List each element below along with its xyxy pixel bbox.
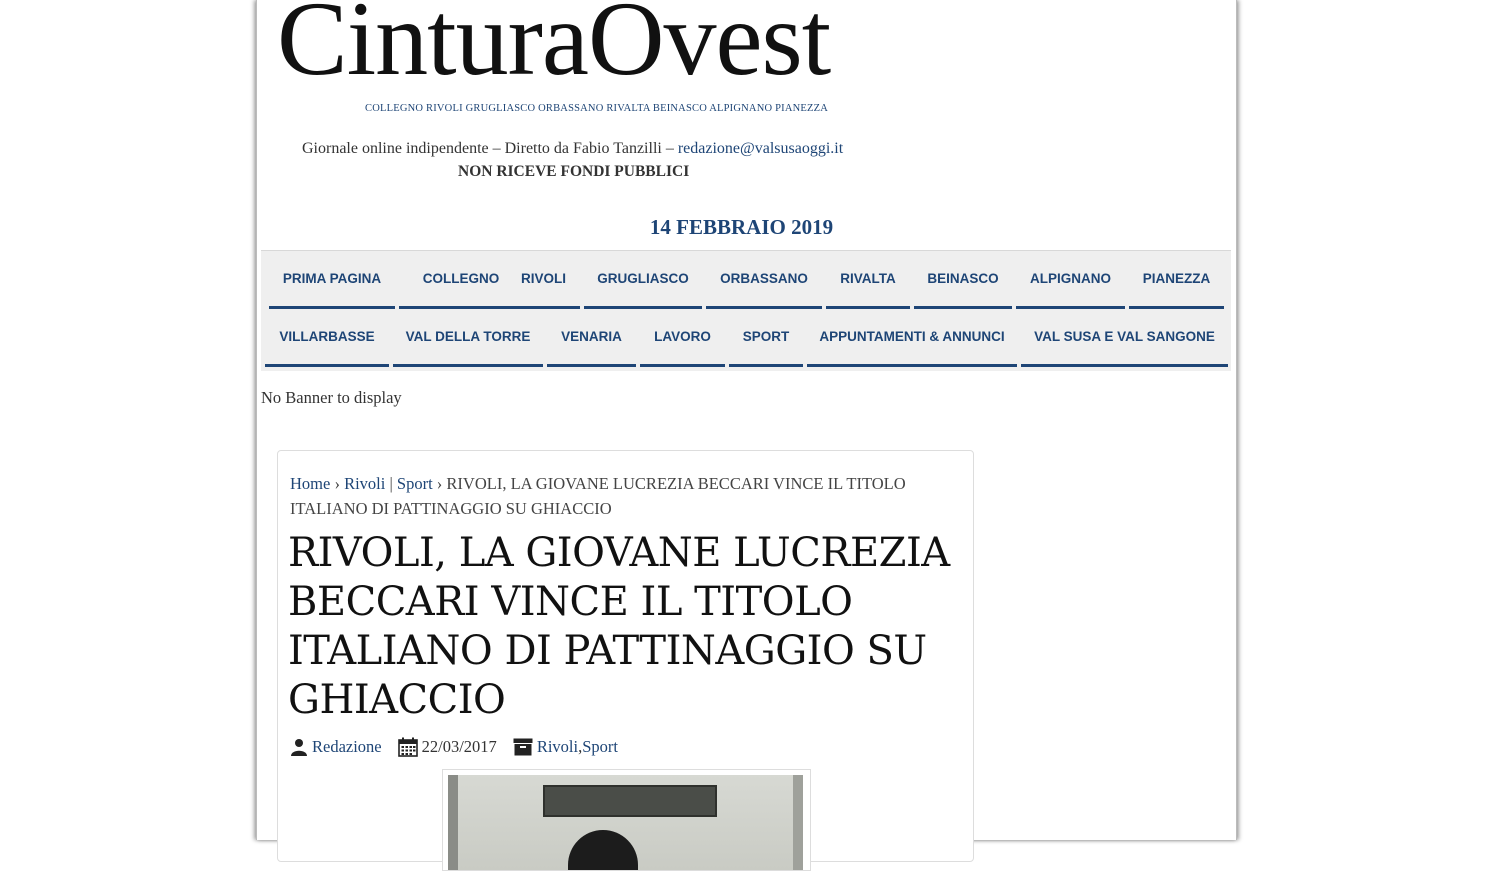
breadcrumb [290, 471, 950, 521]
photo-background-pillar [448, 775, 458, 870]
breadcrumb-rivoli-link[interactable]: Rivoli [344, 474, 386, 493]
current-date: 14 FEBBRAIO 2019 [649, 215, 834, 239]
nav-item-rivalta[interactable]: RIVALTA [826, 251, 910, 309]
category-rivoli-link[interactable]: Rivoli [536, 737, 579, 756]
category-sport-link[interactable]: Sport [582, 737, 618, 756]
category-separator: , [578, 737, 583, 756]
publish-date: 22/03/2017 [421, 737, 497, 756]
meta-date [398, 737, 497, 757]
photo-background-pillar [793, 775, 803, 870]
nav-item-lavoro[interactable]: LAVORO [640, 309, 725, 367]
page-container [256, 0, 1237, 840]
nav-item-val-della-torre[interactable]: VAL DELLA TORRE [393, 309, 543, 367]
meta-categories [513, 737, 618, 757]
article-title: RIVOLI, LA GIOVANE LUCREZIA BECCARI VINCE IL TITOLO ITALIANO DI PATTINAGGIO SU GHIACCIO [288, 530, 950, 723]
article-photo[interactable] [448, 775, 803, 870]
tagline [302, 140, 843, 158]
article-card [277, 450, 974, 862]
archive-icon [513, 738, 533, 756]
nav-item-alpignano[interactable]: ALPIGNANO [1016, 251, 1125, 309]
nav-item-prima-pagina[interactable]: PRIMA PAGINA [269, 251, 395, 309]
nav-item-pianezza[interactable]: PIANEZZA [1129, 251, 1224, 309]
nav-item-orbassano[interactable]: ORBASSANO [706, 251, 822, 309]
nav-item-rivoli[interactable]: RIVOLI [507, 251, 580, 309]
site-logo[interactable]: CinturaOvest [277, 0, 831, 97]
photo-subject [568, 830, 638, 870]
nav-item-villarbasse[interactable]: VILLARBASSE [265, 309, 389, 367]
photo-scoreboard [543, 785, 717, 817]
editorial-email-link[interactable]: redazione@valsusaoggi.it [677, 140, 844, 157]
nav-item-sport[interactable]: SPORT [729, 309, 803, 367]
author-link[interactable]: Redazione [312, 737, 382, 756]
breadcrumb-current: RIVOLI, LA GIOVANE LUCREZIA BECCARI VINCE IL TITOLO ITALIANO DI PATTINAGGIO SU GHIACCIO [290, 474, 906, 518]
no-public-funds-notice: NON RICEVE FONDI PUBBLICI [458, 163, 690, 180]
breadcrumb-sport-link[interactable]: Sport [396, 474, 433, 493]
towns-subtitle: COLLEGNO RIVOLI GRUGLIASCO ORBASSANO RIVALTA BEINASCO ALPIGNANO PIANEZZA [365, 103, 829, 114]
nav-item-val-susa-val-sangone[interactable]: VAL SUSA E VAL SANGONE [1021, 309, 1228, 367]
meta-author [290, 737, 382, 757]
nav-item-venaria[interactable]: VENARIA [547, 309, 636, 367]
breadcrumb-separator: › [330, 474, 345, 493]
nav-item-grugliasco[interactable]: GRUGLIASCO [584, 251, 702, 309]
breadcrumb-pipe: | [385, 474, 397, 493]
banner-placeholder: No Banner to display [261, 388, 402, 407]
nav-item-beinasco[interactable]: BEINASCO [914, 251, 1012, 309]
main-navigation [261, 250, 1231, 371]
nav-item-appuntamenti-annunci[interactable]: APPUNTAMENTI & ANNUNCI [807, 309, 1017, 367]
article-image-frame [442, 769, 811, 871]
nav-item-collegno[interactable]: COLLEGNO [399, 251, 523, 309]
calendar-icon [398, 737, 418, 757]
tagline-text: Giornale online indipendente – Diretto da Fabio Tanzilli – [302, 140, 678, 157]
article-meta [290, 737, 634, 757]
breadcrumb-separator: › [432, 474, 447, 493]
breadcrumb-home-link[interactable]: Home [290, 474, 331, 493]
user-icon [290, 738, 308, 756]
